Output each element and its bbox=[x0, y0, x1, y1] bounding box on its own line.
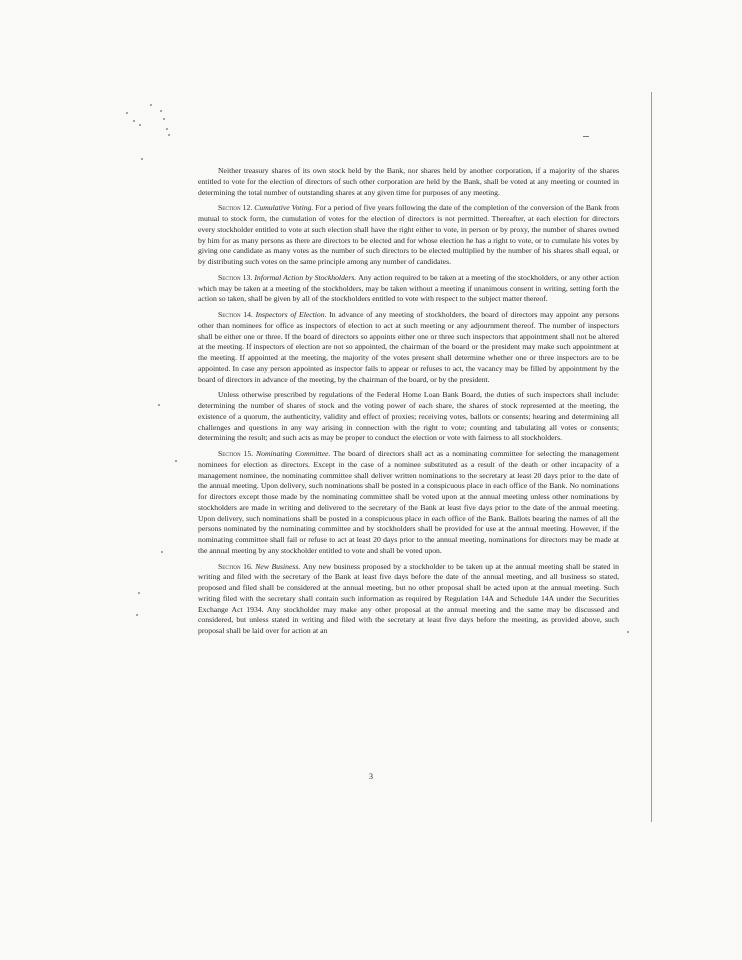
section-number: Section 13. bbox=[218, 272, 253, 282]
scan-dash bbox=[583, 136, 589, 137]
paragraph-text: In advance of any meeting of stockholders, the board of directors may appoint any persons other than nominees for office as inspectors of election to act at such meeting or any adjournment thereof. The number of inspectors shall be either one or three. If the board of directors so appoints either one or three such inspectors that appointment shall not be altered at the meeting. If inspectors of election are not so appointed, the chairman of the board or the president may make such appointment at the meeting. If appointed at the meeting, the majority of the votes present shall determine whether one or three inspectors are to be appointed. In case any person appointed as inspector fails to appear or refuses to act, the vacancy may be filled by appointment by the board of directors in advance of the meeting, by the chairman of the board, or by the president. bbox=[198, 310, 620, 384]
scan-speck bbox=[126, 112, 128, 114]
scan-speck bbox=[175, 460, 177, 462]
scan-speck bbox=[136, 614, 138, 616]
paragraph-inspector-duties bbox=[198, 390, 619, 444]
paragraph-text: Unless otherwise prescribed by regulations of the Federal Home Loan Bank Board, the duties of such inspectors shall include: determining the number of shares of stock and the voting power of each share, the shares of stock represented at the meeting, the existence of a quorum, the authenticity, validity and effect of proxies; receiving votes, ballots or consents; hearing and determining all challenges and questions in any way arising in connection with the right to vote; counting and tabulating all votes or consents; determining the result; and such acts as may be proper to conduct the election or vote with fairness to all stockholders. bbox=[198, 390, 619, 443]
body-text bbox=[198, 166, 619, 642]
scan-speck bbox=[627, 631, 629, 633]
paragraph-section-15 bbox=[198, 449, 619, 557]
scan-speck bbox=[150, 104, 152, 106]
section-number: Section 16. bbox=[218, 561, 253, 571]
section-heading: New Business. bbox=[255, 561, 301, 571]
scan-speck bbox=[158, 404, 160, 406]
paragraph-text: Any action required to be taken at a meeting of the stockholders, or any other action which may be taken at a meeting of the stockholders, may be taken without a meeting if unanimous consent in writing, setting forth the action so taken, shall be given by all of the stockholders entitled to vote with respect to the subject matter thereof. bbox=[198, 272, 620, 304]
section-number: Section 14. bbox=[218, 310, 253, 319]
section-number: Section 15. bbox=[218, 449, 254, 458]
scan-edge-rule bbox=[651, 92, 652, 822]
section-heading: Cumulative Voting. bbox=[254, 203, 314, 213]
scan-speck bbox=[160, 110, 162, 112]
section-heading: Informal Action by Stockholders. bbox=[254, 272, 357, 282]
paragraph-section-14 bbox=[198, 310, 619, 385]
scan-speck bbox=[133, 120, 135, 122]
paragraph-text: Neither treasury shares of its own stock held by the Bank, nor shares held by another corporation, if a majority of the shares entitled to vote for the election of directors of such other corporation are held by the Bank, shall be voted at any meeting or counted in determining the total number of outstanding shares at any given time for purposes of any meeting. bbox=[198, 166, 619, 197]
section-heading: Nominating Committee. bbox=[255, 449, 331, 458]
scan-speck bbox=[161, 551, 163, 553]
section-number: Section 12. bbox=[218, 203, 253, 213]
scan-speck bbox=[141, 158, 143, 160]
scan-speck bbox=[166, 128, 168, 130]
scan-speck bbox=[163, 118, 165, 120]
scan-speck bbox=[139, 124, 141, 126]
paragraph-text: For a period of five years following the date of the completion of the conversion of the Bank from mutual to stock form, the cumulation of votes for the election of directors is not permitted. Thereafter, at each election for directors every stockholder entitled to vote at such election shall have the right either to vote, in person or by proxy, the number of shares owned by him for as many persons as there are directors to be elected and for whose election he has a right to vote, or to cumulate his votes by giving one candidate as many votes as the number of such directors to be elected multiplied by the number of his shares shall equal, or by distributing such votes on the same principle among any number of candidates. bbox=[198, 203, 620, 266]
paragraph-section-16 bbox=[198, 562, 619, 637]
scan-speck bbox=[168, 134, 170, 136]
section-heading: Inspectors of Election. bbox=[255, 310, 327, 319]
paragraph-text: Any new business proposed by a stockholder to be taken up at the annual meeting shall be stated in writing and filed with the secretary of the Bank at least five days before the date of the annual meeting, and all business so stated, proposed and filed shall be considered at the annual meeting, but no other proposal shall be acted upon at the annual meeting. Such writing filed with the secretary shall contain such information as required by Regulation 14A and Schedule 14A under the Securities Exchange Act 1934. Any stockholder may make any other proposal at the annual meeting and the same may be discussed and considered, but unless stated in writing and filed with the secretary at least five days before the meeting, as provided above, such proposal shall be laid over for action at an bbox=[198, 561, 620, 635]
paragraph-text: The board of directors shall act as a nominating committee for selecting the management nominees for election as directors. Except in the case of a nominee substituted as a result of the death or other incapacity of a management nominee, the nominating committee shall deliver written nominations to the secretary at least 20 days prior to the date of the annual meeting. Upon delivery, such nominations shall be posted in a conspicuous place in each office of the Bank. No nominations for directors except those made by the nominating committee shall be voted upon at the annual meeting unless other nominations by stockholders are made in writing and delivered to the secretary of the Bank at least five days prior to the date of the annual meeting. Upon delivery, such nominations shall be posted in a conspicuous place in each office of the Bank. Ballots bearing the names of all the persons nominated by the nominating committee and by stockholders shall be provided for use at the annual meeting. However, if the nominating committee shall fail or refuse to act at least 20 days prior to the annual meeting, nominations for directors may be made at the annual meeting by any stockholder entitled to vote and shall be voted upon. bbox=[198, 449, 620, 555]
paragraph-treasury-shares bbox=[198, 166, 619, 198]
scan-speck bbox=[138, 592, 140, 594]
page-number: 3 bbox=[369, 772, 373, 781]
paragraph-section-12 bbox=[198, 203, 619, 268]
paragraph-section-13 bbox=[198, 273, 619, 305]
